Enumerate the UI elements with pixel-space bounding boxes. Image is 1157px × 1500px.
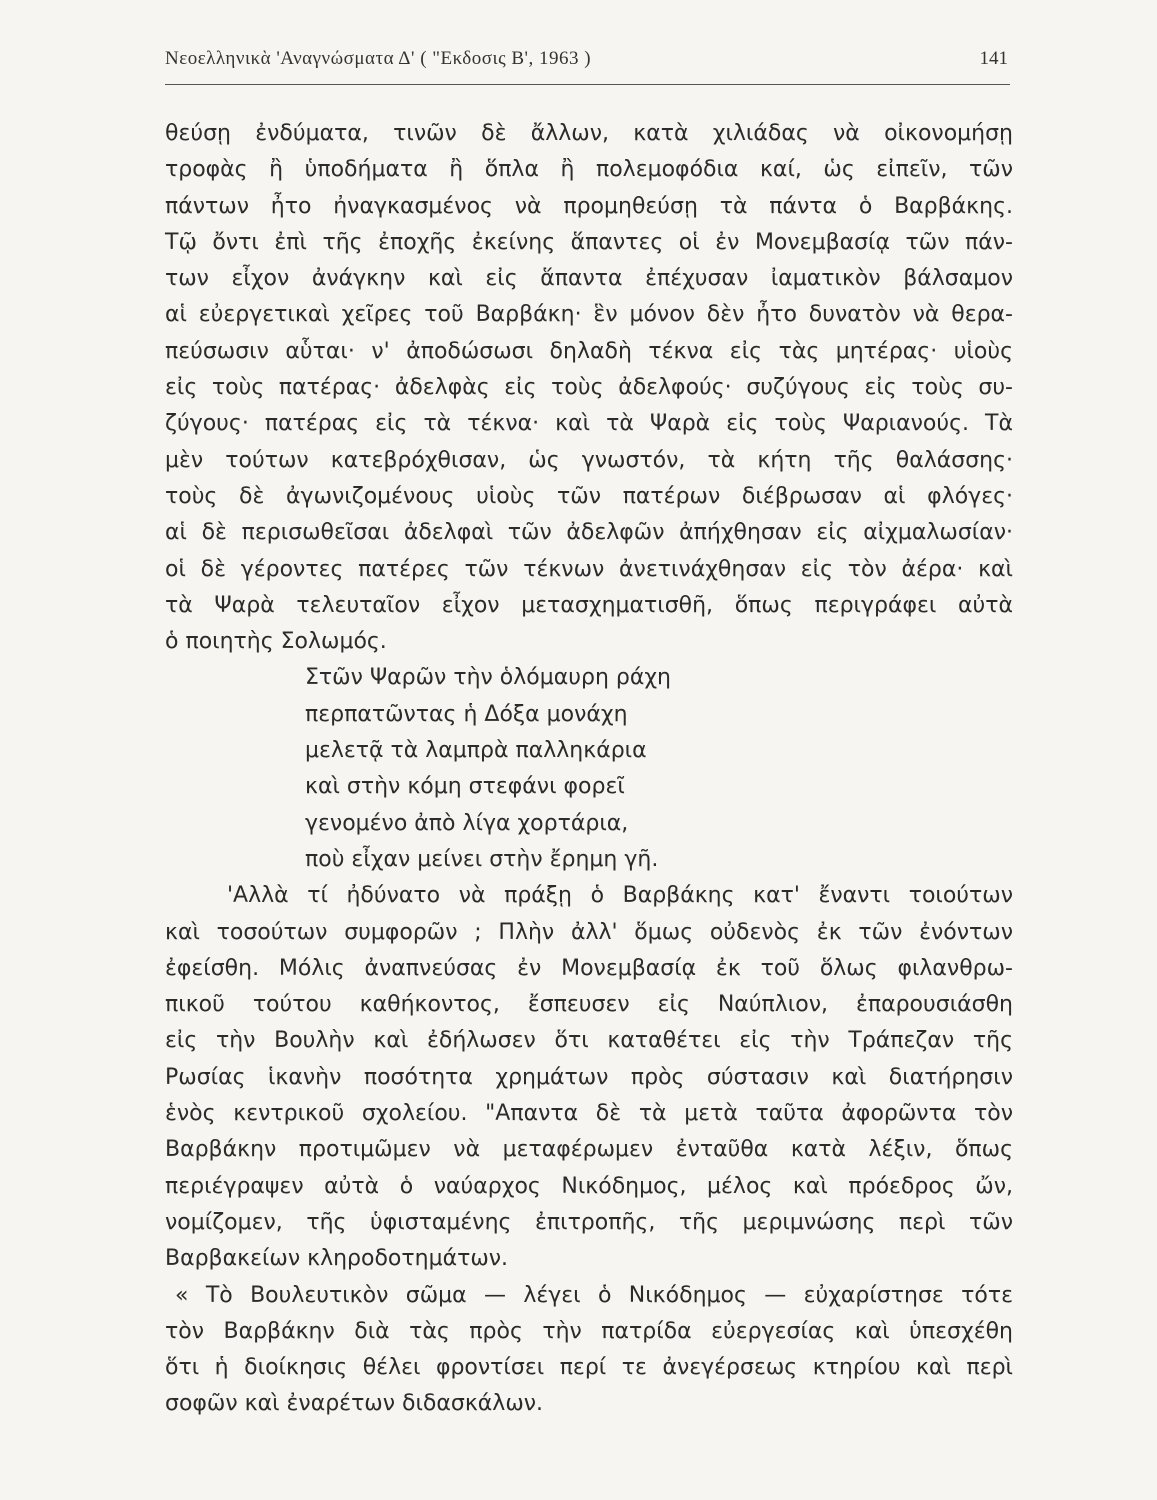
text-line: οἱ δὲ γέροντες πατέρες τῶν τέκνων ἀνετινάχθησαν εἰς τὸν ἀέρα· καὶ — [165, 556, 1013, 582]
paragraph-3 — [165, 1278, 1013, 1423]
text-line: ἑνὸς κεντρικοῦ σχολείου. "Απαντα δὲ τὰ μετὰ ταῦτα ἀφορῶντα τὸν — [165, 1101, 1013, 1127]
text-line: εἰς τὴν Βουλὴν καὶ ἐδήλωσεν ὅτι καταθέτει εἰς τὴν Τράπεζαν τῆς — [165, 1028, 1013, 1054]
text-line: Τῷ ὄντι ἐπὶ τῆς ἐποχῆς ἐκείνης ἅπαντες οἱ ἐν Μονεμβασίᾳ τῶν πάν- — [165, 229, 1013, 255]
text-line: περιέγραψεν αὐτὰ ὁ ναύαρχος Νικόδημος, μέλος καὶ πρόεδρος ὤν, — [165, 1173, 1013, 1199]
verse-line: ποὺ εἶχαν μείνει στὴν ἔρημη γῆ. — [305, 846, 659, 872]
text-line: Βαρβάκην προτιμῶμεν νὰ μεταφέρωμεν ἐνταῦθα κατὰ λέξιν, ὅπως — [165, 1137, 1013, 1163]
text-line: τροφὰς ἢ ὑποδήματα ἢ ὅπλα ἢ πολεμοφόδια καί, ὡς εἰπεῖν, τῶν — [165, 157, 1013, 183]
text-line: καὶ τοσούτων συμφορῶν ; Πλὴν ἀλλ' ὅμως οὐδενὸς ἐκ τῶν ἐνόντων — [165, 919, 1013, 945]
text-line: τοὺς δὲ ἀγωνιζομένους υἱοὺς τῶν πατέρων διέβρωσαν αἱ φλόγες· — [165, 483, 1013, 509]
running-title: Νεοελληνικὰ 'Αναγνώσματα Δ' ( "Εκδοσις Β', 1963 ) — [165, 48, 592, 69]
running-header — [165, 48, 1008, 78]
text-line: των εἶχον ἀνάγκην καὶ εἰς ἅπαντα ἐπέχυσαν ἰαματικὸν βάλσαμον — [165, 266, 1013, 292]
body-text — [165, 116, 1013, 1423]
text-line: τὰ Ψαρὰ τελευταῖον εἶχον μετασχηματισθῆ, ὅπως περιγράφει αὐτὰ — [165, 592, 1013, 618]
text-line: « Τὸ Βουλευτικὸν σῶμα — λέγει ὁ Νικόδημος — εὐχαρίστησε τότε — [175, 1282, 1013, 1308]
text-line: 'Αλλὰ τί ἠδύνατο νὰ πράξῃ ὁ Βαρβάκης κατ' ἔναντι τοιούτων — [227, 883, 1013, 909]
verse-line: μελετᾷ τὰ λαμπρὰ παλληκάρια — [305, 738, 647, 764]
text-line: τὸν Βαρβάκην διὰ τὰς πρὸς τὴν πατρίδα εὐεργεσίας καὶ ὑπεσχέθη — [165, 1318, 1013, 1344]
text-line: πάντων ἦτο ἠναγκασμένος νὰ προμηθεύσῃ τὰ πάντα ὁ Βαρβάκης. — [165, 193, 1013, 219]
text-line: μὲν τούτων κατεβρόχθισαν, ὡς γνωστόν, τὰ κήτη τῆς θαλάσσης· — [165, 447, 1013, 473]
verse-line: γενομένο ἀπὸ λίγα χορτάρια, — [305, 810, 629, 836]
text-line: σοφῶν καὶ ἐναρέτων διδασκάλων. — [165, 1391, 544, 1417]
text-line: πικοῦ τούτου καθήκοντος, ἔσπευσεν εἰς Ναύπλιον, ἐπαρουσιάσθη — [165, 992, 1013, 1018]
text-line: ὅτι ἡ διοίκησις θέλει φροντίσει περί τε ἀνεγέρσεως κτηρίου καὶ περὶ — [165, 1355, 1013, 1381]
header-rule — [165, 84, 1010, 85]
text-line: θεύσῃ ἐνδύματα, τινῶν δὲ ἄλλων, κατὰ χιλιάδας νὰ οἰκονομήσῃ — [165, 121, 1013, 146]
text-line: Ρωσίας ἱκανὴν ποσότητα χρημάτων πρὸς σύστασιν καὶ διατήρησιν — [165, 1064, 1013, 1090]
text-line: εἰς τοὺς πατέρας· ἀδελφὰς εἰς τοὺς ἀδελφούς· συζύγους εἰς τοὺς συ- — [165, 375, 1013, 401]
paragraph-2 — [165, 878, 1013, 1277]
page-number: 141 — [979, 48, 1008, 69]
verse-line: περπατῶντας ἡ Δόξα μονάχη — [305, 701, 628, 727]
text-line: αἱ δὲ περισωθεῖσαι ἀδελφαὶ τῶν ἀδελφῶν ἀπήχθησαν εἰς αἰχμαλωσίαν· — [165, 520, 1013, 546]
verse-line: Στῶν Ψαρῶν τὴν ὁλόμαυρη ράχη — [305, 665, 671, 691]
text-line: ὁ ποιητὴς Σολωμός. — [165, 629, 387, 655]
text-line: ἐφείσθη. Μόλις ἀναπνεύσας ἐν Μονεμβασίᾳ ἐκ τοῦ ὅλως φιλανθρω- — [165, 955, 1013, 981]
text-line: αἱ εὐεργετικαὶ χεῖρες τοῦ Βαρβάκη· ἓν μόνον δὲν ἦτο δυνατὸν νὰ θερα- — [165, 302, 1013, 328]
verse-quote — [165, 660, 1013, 878]
text-line: ζύγους· πατέρας εἰς τὰ τέκνα· καὶ τὰ Ψαρὰ εἰς τοὺς Ψαριανούς. Τὰ — [165, 411, 1013, 437]
text-line: πεύσωσιν αὗται· ν' ἀποδώσωσι δηλαδὴ τέκνα εἰς τὰς μητέρας· υἱοὺς — [165, 338, 1013, 364]
text-line: νομίζομεν, τῆς ὑφισταμένης ἐπιτροπῆς, τῆς μεριμνώσης περὶ τῶν — [165, 1209, 1013, 1235]
paragraph-1 — [165, 116, 1013, 660]
text-line: Βαρβακείων κληροδοτημάτων. — [165, 1246, 509, 1272]
verse-line: καὶ στὴν κόμη στεφάνι φορεῖ — [305, 774, 625, 800]
